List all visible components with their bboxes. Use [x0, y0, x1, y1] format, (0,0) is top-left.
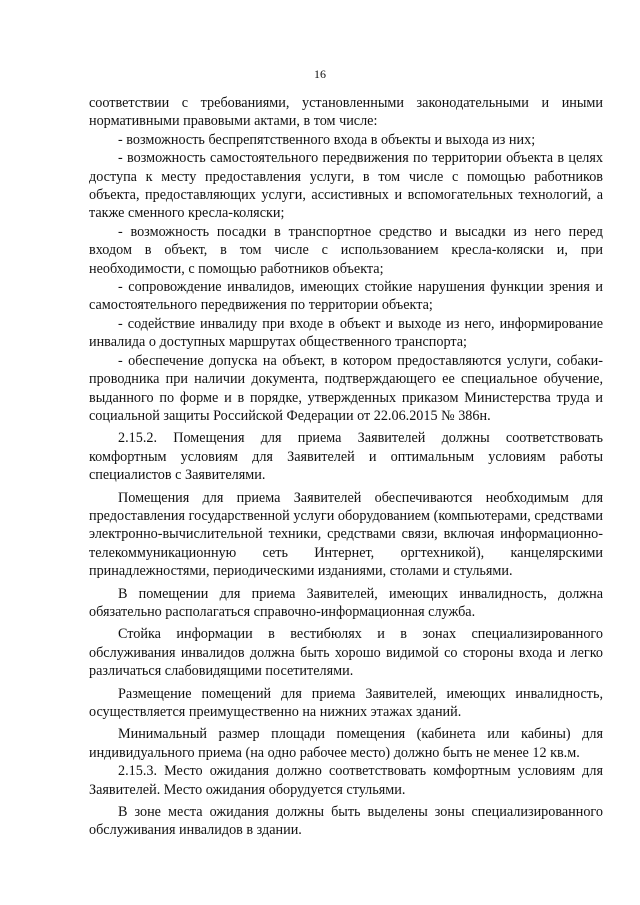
- paragraph: В зоне места ожидания должны быть выделены зоны специализированного обслуживания инвалидов в здании.: [89, 804, 603, 839]
- list-item: - сопровождение инвалидов, имеющих стойкие нарушения функции зрения и самостоятельного передвижения по территории объекта;: [89, 279, 603, 314]
- paragraph-section-2-15-3: 2.15.3. Место ожидания должно соответствовать комфортным условиям для Заявителей. Место ожидания оборудуется стульями.: [89, 763, 603, 798]
- paragraph: Минимальный размер площади помещения (кабинета или кабины) для индивидуального приема (на одно рабочее место) должно быть не менее 12 кв.м.: [89, 726, 603, 761]
- page-number: 16: [314, 67, 326, 81]
- paragraph-section-2-15-2: 2.15.2. Помещения для приема Заявителей должны соответствовать комфортным условиям для Заявителей и оптимальным условиям работы специалистов с Заявителями.: [89, 430, 603, 484]
- document-body: [89, 94, 603, 840]
- list-item: - возможность беспрепятственного входа в объекты и выхода из них;: [118, 131, 536, 148]
- paragraph: Помещения для приема Заявителей обеспечиваются необходимым для предоставления государственной услуги оборудованием (компьютерами, средствами электронно-вычислительной техники, средствами связи, включая информационно-телекоммуникационную сеть Интернет, оргтехникой), канцелярскими принадлежностями, периодическими изданиями, столами и стульями.: [89, 489, 603, 580]
- paragraph: Размещение помещений для приема Заявителей, имеющих инвалидность, осуществляется преимущественно на нижних этажах зданий.: [89, 685, 603, 720]
- paragraph: В помещении для приема Заявителей, имеющих инвалидность, должна обязательно располагаться справочно-информационная служба.: [89, 585, 603, 620]
- paragraph-intro: соответствии с требованиями, установленными законодательными и иными нормативными правовыми актами, в том числе:: [89, 95, 603, 130]
- paragraph: Стойка информации в вестибюлях и в зонах специализированного обслуживания инвалидов должна быть хорошо видимой со стороны входа и легко различаться слабовидящими посетителями.: [89, 626, 603, 680]
- list-item: - содействие инвалиду при входе в объект и выходе из него, информирование инвалида о доступных маршрутах общественного транспорта;: [89, 315, 603, 351]
- list-item: - возможность посадки в транспортное средство и высадки из него перед входом в объект, в том числе с использованием кресла-коляски и, при необходимости, с помощью работников объекта;: [89, 223, 603, 277]
- list-item: - обеспечение допуска на объект, в котором предоставляются услуги, собаки-проводника при наличии документа, подтверждающего ее специальное обучение, выданного по форме и в порядке, утвержденных приказом Министерства труда и социальной защиты Российской Федерации от 22.06.2015 № 386н.: [89, 352, 603, 424]
- list-item: - возможность самостоятельного передвижения по территории объекта в целях доступа к месту предоставления услуги, в том числе с помощью работников объекта, предоставляющих услуги, ассистивных и вспомогательных технологий, а также сменного кресла-коляски;: [89, 150, 603, 222]
